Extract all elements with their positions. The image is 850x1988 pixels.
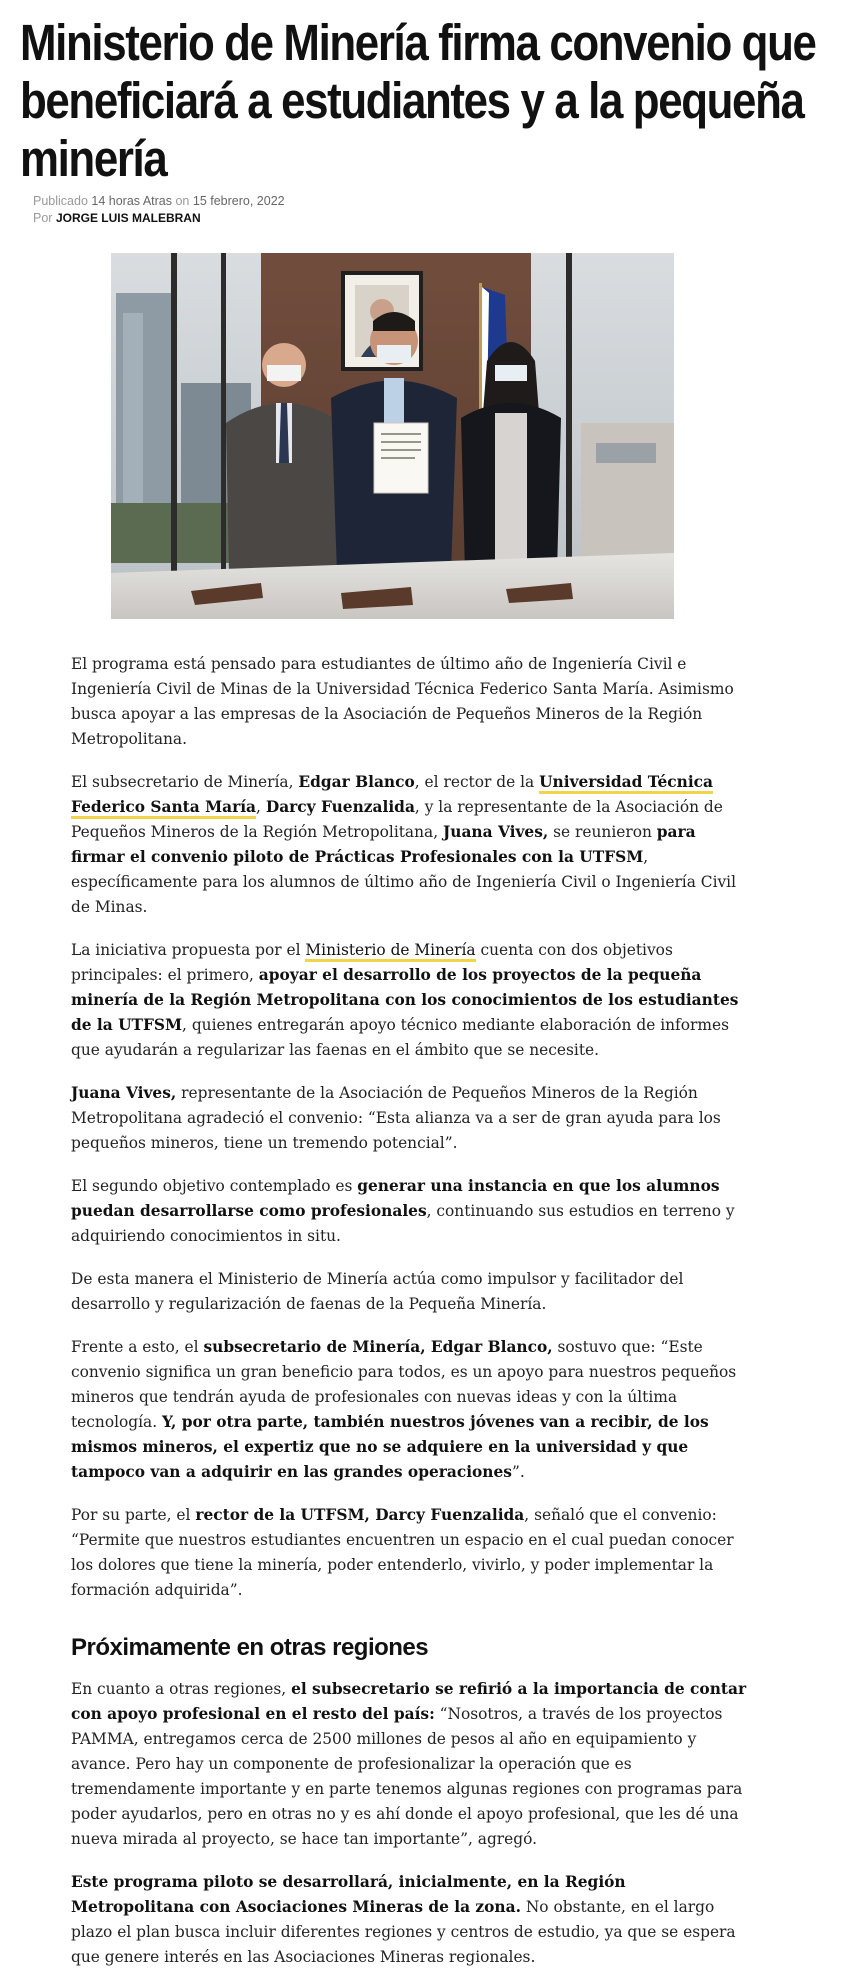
text: , el rector de la	[414, 773, 540, 791]
text: El segundo objetivo contemplado es	[71, 1177, 358, 1195]
published-label: Publicado	[33, 194, 88, 208]
text: , señaló que el convenio: “Permite que nuestros estudiantes encuentren un espacio en el cual puedan conocer los dolores que tiene la minería, poder entenderlo, vivirlo, y poder implementar la formación adquirida”.	[71, 1506, 734, 1599]
paragraph-6: De esta manera el Ministerio de Minería actúa como impulsor y facilitador del desarrollo y regularización de faenas de la Pequeña Minería.	[71, 1270, 684, 1313]
bold-text: apoyar el desarrollo de los proyectos de la pequeña minería de la Región Metropolitana con los conocimientos de los estudiantes de la UTFSM	[71, 966, 739, 1034]
text: El subsecretario de Minería,	[71, 773, 299, 791]
bold-text: Darcy Fuenzalida	[265, 798, 415, 816]
text: La iniciativa propuesta por el	[71, 941, 306, 959]
bold-text: Juana Vives,	[442, 823, 549, 841]
text: En cuanto a otras regiones,	[71, 1680, 292, 1698]
text: sostuvo que: “Este convenio significa un gran beneficio para todos, es un apoyo para nuestros pequeños mineros que tendrán ayuda de profesionales con nuevas ideas y con la última tecnología.	[71, 1338, 737, 1431]
ministerio-mineria-link[interactable]: Ministerio de Minería	[305, 941, 475, 962]
bold-text: Y, por otra parte, también nuestros jóvenes van a recibir, de los mismos mineros, el expertiz que no se adquiere en la universidad y que tampoco van a adquirir en las grandes operaciones	[71, 1413, 709, 1481]
bold-text: generar una instancia en que los alumnos puedan desarrollarse como profesionales	[71, 1177, 720, 1220]
text: se reunieron	[548, 823, 657, 841]
paragraph-9	[71, 1677, 751, 1852]
by-label: Por	[33, 211, 53, 225]
paragraph-5	[71, 1174, 751, 1249]
utfsm-link[interactable]: Universidad Técnica Federico Santa María	[71, 773, 713, 819]
text: cuenta con dos objetivos principales: el primero,	[71, 941, 673, 984]
text: , y la representante de la Asociación de Pequeños Mineros de la Región Metropolitana,	[71, 798, 723, 841]
publish-date: 15 febrero, 2022	[192, 194, 285, 208]
paragraph-4	[71, 1081, 751, 1156]
article-meta	[33, 193, 285, 227]
text: No obstante, en el largo plazo el plan busca incluir diferentes regiones y centros de estudio, ya que se espera que genere interés en las Asociaciones Mineras regionales.	[71, 1898, 736, 1966]
bold-text: para firmar el convenio piloto de Prácticas Profesionales con la UTFSM	[71, 823, 696, 866]
text: “Nosotros, a través de los proyectos PAMMA, entregamos cerca de 2500 millones de pesos al año en equipamiento y avance. Pero hay un componente de profesionalizar la operación que es tremendamente importante y en parte tenemos algunas regiones con programas para poder ayudarlos, pero en otras no y es ahí donde el apoyo profesional, que les dé una nueva mirada al proyecto, se hace tan importante”, agregó.	[71, 1705, 743, 1848]
paragraph-3	[71, 938, 751, 1063]
bold-text: el subsecretario se refirió a la importancia de contar con apoyo profesional en el resto del país:	[71, 1680, 747, 1723]
text: , quienes entregarán apoyo técnico mediante elaboración de informes que ayudarán a regularizar las faenas en el ámbito que se necesite.	[71, 1016, 729, 1059]
section-heading: Próximamente en otras regiones	[71, 1634, 429, 1661]
paragraph-1: El programa está pensado para estudiantes de último año de Ingeniería Civil e Ingeniería Civil de Minas de la Universidad Técnica Federico Santa María. Asimismo busca apoyar a las empresas de la Asociación de Pequeños Mineros de la Región Metropolitana.	[71, 655, 734, 748]
signing-ceremony-image	[111, 253, 674, 619]
text: Por su parte, el	[71, 1506, 196, 1524]
article-body	[71, 652, 751, 1988]
bold-text: Edgar Blanco	[298, 773, 415, 791]
published-ago: 14 horas Atras	[91, 194, 172, 208]
paragraph-10	[71, 1870, 751, 1970]
text: representante de la Asociación de Pequeños Mineros de la Región Metropolitana agradeció el convenio: “Esta alianza va a ser de gran ayuda para los pequeños mineros, tiene un tremendo potencial”.	[71, 1084, 721, 1152]
paragraph-8	[71, 1503, 751, 1603]
paragraph-2	[71, 770, 751, 920]
article-photo	[111, 253, 674, 619]
text: ,	[256, 798, 266, 816]
text: ”.	[511, 1463, 525, 1481]
publish-line	[33, 193, 285, 210]
bold-text: Este programa piloto se desarrollará, inicialmente, en la Región Metropolitana con Asociaciones Mineras de la zona.	[71, 1873, 626, 1916]
author-link[interactable]: JORGE LUIS MALEBRAN	[55, 211, 201, 225]
bold-text: Juana Vives,	[71, 1084, 177, 1102]
bold-text: subsecretario de Minería, Edgar Blanco,	[203, 1338, 553, 1356]
paragraph-7	[71, 1335, 751, 1485]
byline	[33, 210, 285, 227]
text: , específicamente para los alumnos de último año de Ingeniería Civil o Ingeniería Civil de Minas.	[71, 848, 737, 916]
on-label: on	[175, 194, 190, 208]
article-title: Ministerio de Minería firma convenio que beneficiará a estudiantes y a la pequeña minería	[20, 14, 816, 187]
bold-text: rector de la UTFSM, Darcy Fuenzalida	[195, 1506, 525, 1524]
text: , continuando sus estudios en terreno y adquiriendo conocimientos in situ.	[71, 1202, 735, 1245]
text: Frente a esto, el	[71, 1338, 204, 1356]
